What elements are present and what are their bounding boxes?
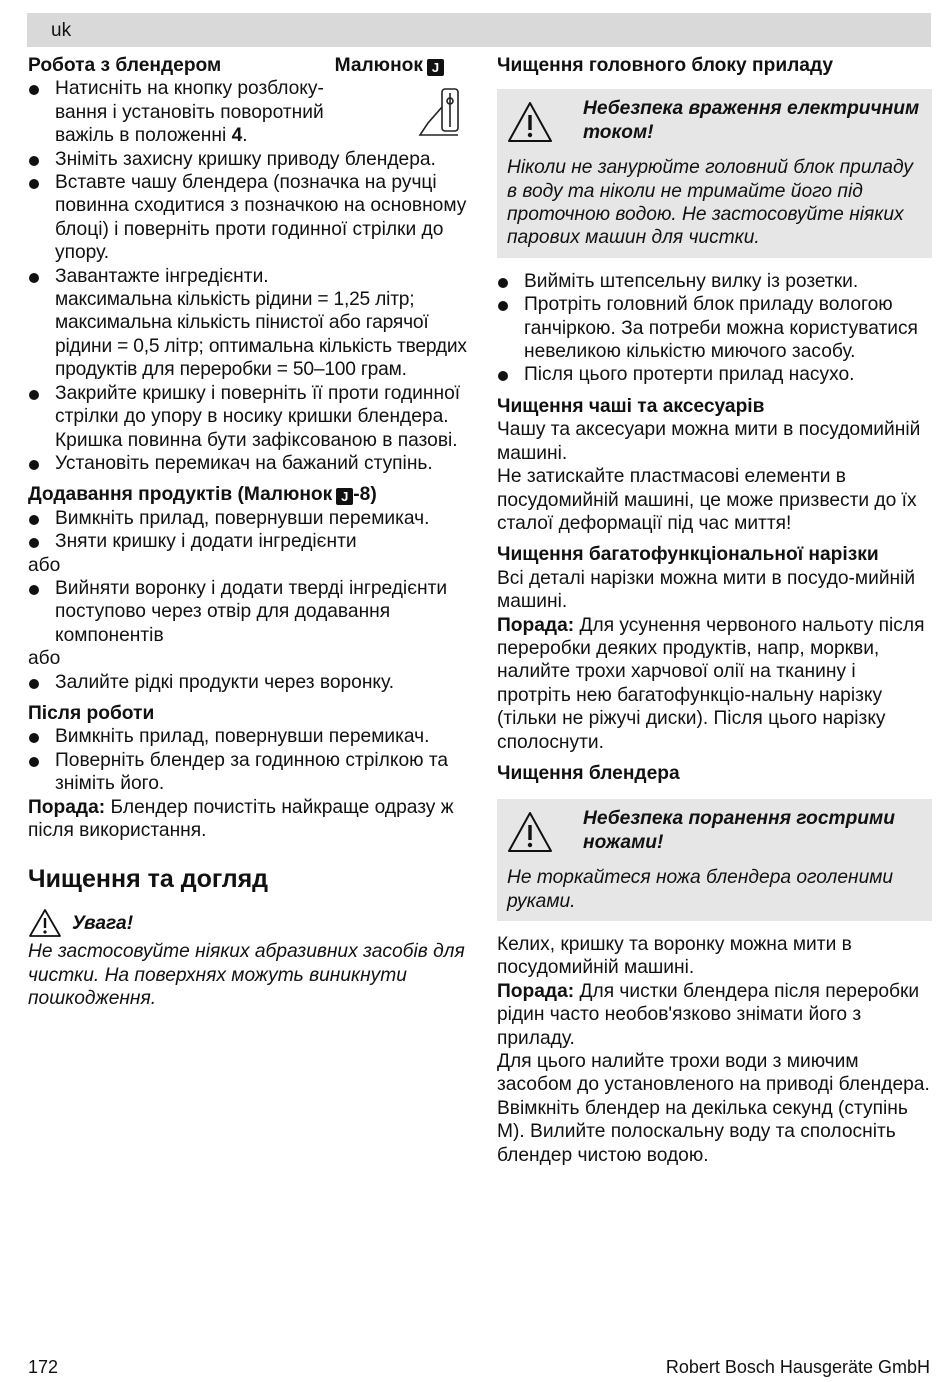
- tip-label: Порада:: [497, 980, 575, 1002]
- list-item: Поверніть блендер за годинною стрілкою та зніміть його.: [28, 749, 468, 796]
- tip-text: Блендер почистіть найкраще одразу ж після використання.: [28, 796, 454, 841]
- slicer-cleaning-heading: Чищення багатофункціональної нарізки: [497, 544, 879, 566]
- warning-text: Не торкайтеся ножа блендера оголеними руками.: [507, 867, 894, 912]
- section-title: Робота з блендером: [28, 55, 222, 76]
- blender-cleaning-heading: Чищення блендера: [497, 762, 680, 784]
- list-item: Вийміть штепсельну вилку із розетки.: [497, 270, 932, 293]
- list-item: Вийняти воронку і додати тверді інгредієнти поступово через отвір для додавання компонентів: [28, 577, 468, 647]
- adding-steps-list: [28, 507, 468, 554]
- adding-steps-list-2: [28, 577, 468, 647]
- figure-letter: J: [427, 59, 444, 76]
- adding-steps-list-3: [28, 671, 468, 694]
- blender-rinse-text: Для цього налийте трохи води з миючим засобом до установленого на приводі блендера. Ввімкніть блендер на декілька секунд (ступінь M). Вилийте полоскальну воду та сполосніть блендер чистою водою.: [497, 1051, 930, 1166]
- bowl-cleaning-text: Чашу та аксесуари можна мити в посудомийній машині.: [497, 419, 921, 464]
- list-item: Вимкніть прилад, повернувши перемикач.: [28, 725, 468, 748]
- company-name: Robert Bosch Hausgeräte GmbH: [665, 1357, 930, 1377]
- operating-steps-list-3: [28, 452, 468, 475]
- operating-steps-list: [28, 77, 468, 288]
- section-operating-blender-heading: [28, 54, 468, 77]
- adding-products-heading: Додавання продуктів (Малюнок J -8): [28, 484, 377, 506]
- list-item: Вставте чашу блендера (позначка на ручці повинна сходитися з позначкою на основному блоці) і поверніть проти годинної стрілки до упору.: [28, 171, 468, 265]
- main-unit-cleaning-heading: Чищення головного блоку приладу: [497, 55, 834, 76]
- warning-icon: [28, 908, 62, 938]
- slicer-cleaning-text: Всі деталі нарізки можна мити в посудо-мийній машині.: [497, 567, 916, 613]
- lid-note: Кришка повинна бути зафіксованою в пазові.: [55, 429, 458, 451]
- warning-text: Ніколи не занурюйте головний блок приладу в воду та ніколи не тримайте його під проточною водою. Не застосовуйте ніяких парових машин для чистки.: [507, 157, 913, 249]
- bowl-cleaning-heading: Чищення чаші та аксесуарів: [497, 395, 765, 417]
- tip-label: Порада:: [497, 614, 575, 636]
- list-item: Протріть головний блок приладу вологою ганчіркою. За потреби можна користуватися невеликою кількістю миючого засобу.: [497, 293, 932, 363]
- list-item: Зняти кришку і додати інгредієнти: [28, 530, 468, 553]
- tip-text: Для усунення червоного нальоту після переробки деяких продуктів, напр, моркви, налийте трохи харчової олії на тканину і протріть нею багатофункціо-нальну нарізку (тільки не ріжучі диски). Після цього нарізку сполоснути.: [497, 614, 925, 753]
- knife-injury-warning-box: [497, 799, 932, 921]
- list-item: Зніміть захисну кришку приводу блендера.: [28, 148, 468, 171]
- figure-letter: J: [336, 488, 353, 505]
- ingredients-note: максимальна кількість рідини = 1,25 літр; максимальна кількість пінистої або гарячої рідини = 0,5 літр; оптимальна кількість твердих продуктів для переробки = 50–100 грам.: [55, 289, 467, 381]
- figure-label: Малюнок: [334, 55, 423, 76]
- figure-suffix: -8: [353, 484, 371, 506]
- list-item: Вимкніть прилад, повернувши перемикач.: [28, 507, 468, 530]
- language-code: uk: [51, 20, 72, 41]
- list-item: Установіть перемикач на бажаний ступінь.: [28, 452, 468, 475]
- warning-icon: [507, 811, 553, 853]
- caution-heading: [28, 908, 468, 938]
- operating-steps-list-2: [28, 382, 468, 429]
- care-heading: Чищення та догляд: [28, 865, 269, 894]
- or-text: або: [28, 648, 61, 670]
- blender-tip: [497, 980, 932, 1050]
- right-column: [497, 54, 932, 1167]
- or-text: або: [28, 554, 61, 576]
- figure-ref: [335, 54, 444, 77]
- warning-title: Небезпека поранення гострими ножами!: [583, 808, 895, 853]
- caution-text: Не застосовуйте ніяких абразивних засобів для чистки. На поверхнях можуть виникнути пошкодження.: [28, 941, 465, 1010]
- section-title: Додавання продуктів: [28, 484, 233, 506]
- language-bar: [27, 13, 931, 47]
- blender-cleaning-text: Келих, кришку та воронку можна мити в посудомийній машині.: [497, 934, 852, 979]
- figure-label: Малюнок: [243, 484, 333, 506]
- warning-icon: [507, 101, 553, 143]
- caution-title: Увага!: [72, 912, 134, 934]
- after-use-list: [28, 725, 468, 795]
- list-item: Після цього протерти прилад насухо.: [497, 363, 932, 386]
- list-item: Залийте рідкі продукти через воронку.: [28, 671, 468, 694]
- warning-title: Небезпека враження електричним током!: [583, 98, 920, 143]
- warning-header: [507, 807, 922, 854]
- left-column: [28, 54, 468, 1011]
- tip-paragraph: [28, 796, 468, 843]
- tip-text: Для чистки блендера після переробки рідин часто необов'язково знімати його з приладу.: [497, 980, 920, 1049]
- list-item: Натисніть на кнопку розблоку- вання і установіть поворотний важіль в положенні 4.: [28, 77, 468, 147]
- list-item: Закрийте кришку і поверніть її проти годинної стрілки до упору в носику кришки блендера.: [28, 382, 468, 429]
- main-unit-cleaning-list: [497, 270, 932, 387]
- list-item: Завантажте інгредієнти.: [28, 265, 468, 288]
- after-use-heading: Після роботи: [28, 702, 155, 724]
- bowl-cleaning-warning: Не затискайте пластмасові елементи в посудомийній машині, це може призвести до їх сталої деформації під час миття!: [497, 466, 917, 534]
- warning-header: [507, 97, 922, 144]
- slicer-tip: [497, 614, 932, 754]
- electric-shock-warning-box: [497, 89, 932, 257]
- page-number: 172: [28, 1357, 59, 1377]
- tip-label: Порада:: [28, 796, 106, 818]
